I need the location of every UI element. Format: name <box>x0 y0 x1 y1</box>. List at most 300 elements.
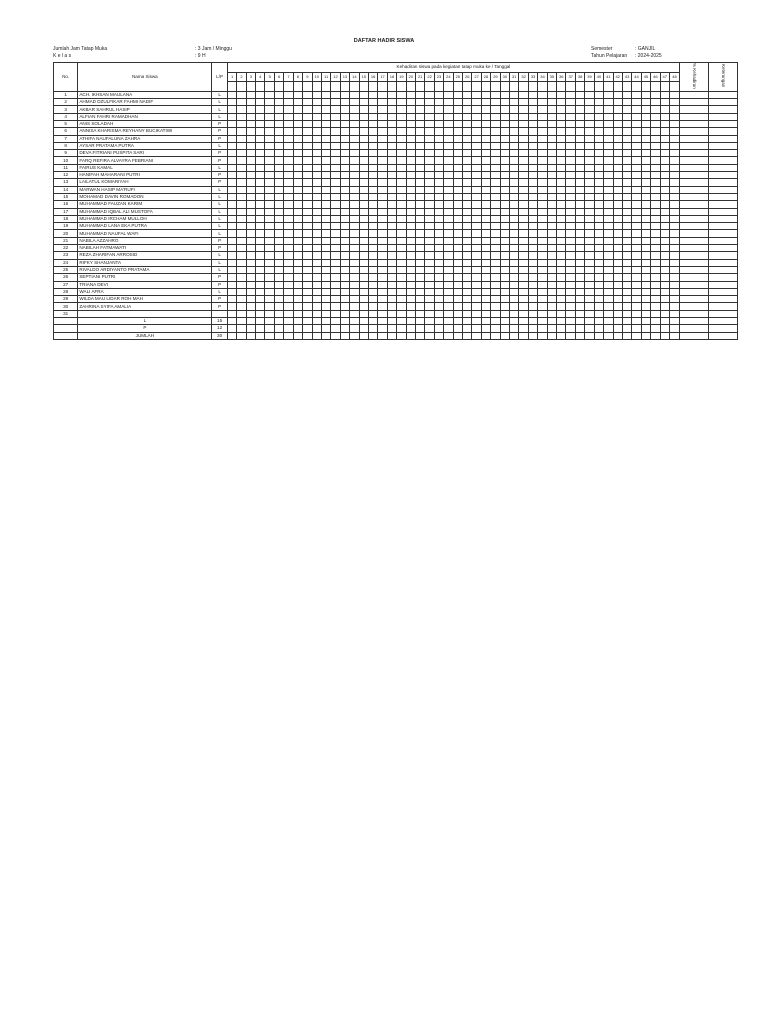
attendance-cell <box>397 266 406 273</box>
attendance-cell <box>481 245 490 252</box>
attendance-cell <box>274 245 283 252</box>
attendance-cell <box>547 245 556 252</box>
meeting-number: 21 <box>415 72 424 82</box>
attendance-cell <box>350 288 359 295</box>
attendance-cell <box>415 113 424 120</box>
attendance-cell <box>246 135 255 142</box>
table-row <box>54 281 738 288</box>
attendance-cell <box>444 317 453 324</box>
attendance-cell <box>444 142 453 149</box>
meeting-date <box>632 82 641 92</box>
kehadiran-pct-cell <box>680 150 709 157</box>
attendance-cell <box>613 120 622 127</box>
attendance-cell <box>256 113 265 120</box>
attendance-cell <box>632 310 641 317</box>
attendance-cell <box>660 288 669 295</box>
meeting-number: 9 <box>303 72 312 82</box>
attendance-cell <box>575 215 584 222</box>
attendance-cell <box>575 266 584 273</box>
attendance-cell <box>312 296 321 303</box>
attendance-cell <box>321 120 330 127</box>
attendance-cell <box>406 91 415 98</box>
student-name: REZA ZHARIFAN ARROSID <box>78 252 212 259</box>
attendance-cell <box>265 91 274 98</box>
attendance-cell <box>491 106 500 113</box>
attendance-cell <box>359 186 368 193</box>
meeting-number: 41 <box>604 72 613 82</box>
attendance-cell <box>594 303 603 310</box>
attendance-cell <box>284 252 293 259</box>
attendance-cell <box>547 135 556 142</box>
attendance-cell <box>594 281 603 288</box>
attendance-cell <box>284 274 293 281</box>
attendance-cell <box>397 230 406 237</box>
attendance-cell <box>547 106 556 113</box>
attendance-cell <box>463 245 472 252</box>
attendance-cell <box>359 288 368 295</box>
attendance-cell <box>491 150 500 157</box>
attendance-cell <box>481 193 490 200</box>
attendance-cell <box>256 186 265 193</box>
attendance-cell <box>557 259 566 266</box>
attendance-cell <box>425 252 434 259</box>
attendance-cell <box>585 310 594 317</box>
attendance-cell <box>538 164 547 171</box>
attendance-cell <box>632 237 641 244</box>
attendance-cell <box>274 230 283 237</box>
attendance-cell <box>491 303 500 310</box>
attendance-cell <box>632 230 641 237</box>
attendance-cell <box>246 113 255 120</box>
attendance-cell <box>622 296 631 303</box>
keterangan-cell <box>708 120 737 127</box>
attendance-cell <box>660 172 669 179</box>
attendance-cell <box>387 120 396 127</box>
attendance-cell <box>585 150 594 157</box>
attendance-cell <box>575 288 584 295</box>
attendance-cell <box>331 99 340 106</box>
attendance-cell <box>594 193 603 200</box>
attendance-cell <box>274 135 283 142</box>
attendance-cell <box>406 99 415 106</box>
attendance-cell <box>312 288 321 295</box>
table-row <box>54 120 738 127</box>
attendance-cell <box>632 135 641 142</box>
attendance-cell <box>594 317 603 324</box>
student-name: FARQ REFIRA ALVAYRA FEBRIANI <box>78 157 212 164</box>
header-name: Nama Siswa <box>78 63 212 92</box>
attendance-cell <box>312 230 321 237</box>
attendance-cell <box>500 91 509 98</box>
attendance-cell <box>237 259 246 266</box>
attendance-cell <box>557 157 566 164</box>
attendance-cell <box>547 332 556 339</box>
attendance-cell <box>538 237 547 244</box>
attendance-cell <box>604 310 613 317</box>
attendance-cell <box>425 106 434 113</box>
attendance-cell <box>340 120 349 127</box>
attendance-cell <box>641 332 650 339</box>
kehadiran-pct-cell <box>680 237 709 244</box>
attendance-cell <box>641 164 650 171</box>
table-row <box>54 113 738 120</box>
attendance-cell <box>510 164 519 171</box>
attendance-cell <box>566 259 575 266</box>
attendance-cell <box>350 281 359 288</box>
attendance-cell <box>378 317 387 324</box>
attendance-cell <box>547 91 556 98</box>
attendance-cell <box>594 223 603 230</box>
attendance-cell <box>340 259 349 266</box>
attendance-cell <box>425 164 434 171</box>
attendance-cell <box>632 252 641 259</box>
attendance-cell <box>321 164 330 171</box>
header-kehadiran-pct <box>680 63 709 92</box>
attendance-cell <box>256 223 265 230</box>
attendance-cell <box>510 303 519 310</box>
attendance-cell <box>415 296 424 303</box>
meta-value: : 2024-2025 <box>635 53 662 59</box>
attendance-cell <box>246 281 255 288</box>
meeting-date <box>566 82 575 92</box>
attendance-cell <box>246 172 255 179</box>
attendance-cell <box>528 288 537 295</box>
keterangan-cell <box>708 317 737 324</box>
student-lp: L <box>212 230 228 237</box>
meeting-date <box>594 82 603 92</box>
attendance-cell <box>425 128 434 135</box>
table-row <box>54 142 738 149</box>
attendance-cell <box>312 135 321 142</box>
attendance-cell <box>425 113 434 120</box>
meta-row-jam <box>53 46 232 53</box>
attendance-cell <box>557 223 566 230</box>
attendance-cell <box>632 128 641 135</box>
attendance-cell <box>585 142 594 149</box>
attendance-cell <box>274 172 283 179</box>
meeting-date <box>359 82 368 92</box>
attendance-cell <box>368 201 377 208</box>
attendance-cell <box>604 223 613 230</box>
attendance-cell <box>237 237 246 244</box>
attendance-cell <box>387 325 396 332</box>
student-no: 17 <box>54 208 78 215</box>
attendance-cell <box>519 208 528 215</box>
meeting-date <box>406 82 415 92</box>
student-name: ANNISA KHARISMA REYHANY BUCIKATIWI <box>78 128 212 135</box>
attendance-cell <box>660 164 669 171</box>
attendance-cell <box>453 157 462 164</box>
attendance-cell <box>284 164 293 171</box>
attendance-cell <box>415 303 424 310</box>
attendance-cell <box>669 164 679 171</box>
attendance-cell <box>303 128 312 135</box>
attendance-cell <box>415 245 424 252</box>
attendance-cell <box>500 193 509 200</box>
student-no: 6 <box>54 128 78 135</box>
attendance-cell <box>481 237 490 244</box>
attendance-cell <box>425 296 434 303</box>
attendance-cell <box>622 288 631 295</box>
attendance-cell <box>566 325 575 332</box>
attendance-cell <box>284 128 293 135</box>
attendance-cell <box>274 332 283 339</box>
attendance-cell <box>368 274 377 281</box>
attendance-cell <box>622 106 631 113</box>
attendance-cell <box>491 296 500 303</box>
attendance-cell <box>519 303 528 310</box>
attendance-cell <box>641 135 650 142</box>
attendance-cell <box>397 259 406 266</box>
attendance-cell <box>265 215 274 222</box>
kehadiran-pct-cell <box>680 245 709 252</box>
attendance-cell <box>669 135 679 142</box>
attendance-cell <box>274 317 283 324</box>
attendance-cell <box>510 113 519 120</box>
attendance-cell <box>265 142 274 149</box>
attendance-cell <box>415 332 424 339</box>
attendance-cell <box>472 172 481 179</box>
kehadiran-pct-cell <box>680 99 709 106</box>
attendance-cell <box>463 120 472 127</box>
attendance-cell <box>265 317 274 324</box>
attendance-cell <box>557 332 566 339</box>
attendance-cell <box>321 296 330 303</box>
attendance-cell <box>557 281 566 288</box>
attendance-cell <box>340 91 349 98</box>
attendance-cell <box>274 91 283 98</box>
attendance-cell <box>397 332 406 339</box>
meeting-number: 39 <box>585 72 594 82</box>
attendance-cell <box>415 157 424 164</box>
attendance-cell <box>641 296 650 303</box>
attendance-cell <box>547 237 556 244</box>
meeting-date <box>528 82 537 92</box>
attendance-cell <box>359 113 368 120</box>
meta-label: Jumlah Jam Tatap Muka <box>53 46 108 52</box>
attendance-cell <box>651 332 660 339</box>
attendance-cell <box>246 128 255 135</box>
attendance-cell <box>397 91 406 98</box>
attendance-cell <box>613 281 622 288</box>
attendance-cell <box>284 157 293 164</box>
student-no: 10 <box>54 157 78 164</box>
attendance-cell <box>660 310 669 317</box>
attendance-cell <box>331 215 340 222</box>
attendance-cell <box>350 303 359 310</box>
attendance-cell <box>227 281 236 288</box>
attendance-cell <box>246 208 255 215</box>
attendance-cell <box>265 150 274 157</box>
attendance-cell <box>415 179 424 186</box>
attendance-cell <box>227 208 236 215</box>
attendance-cell <box>359 325 368 332</box>
table-row <box>54 91 738 98</box>
meeting-number: 15 <box>359 72 368 82</box>
attendance-cell <box>425 288 434 295</box>
attendance-cell <box>585 201 594 208</box>
attendance-cell <box>406 266 415 273</box>
attendance-cell <box>237 274 246 281</box>
attendance-cell <box>350 179 359 186</box>
meeting-number: 33 <box>528 72 537 82</box>
attendance-cell <box>293 106 302 113</box>
attendance-cell <box>613 142 622 149</box>
attendance-cell <box>453 237 462 244</box>
attendance-cell <box>368 172 377 179</box>
attendance-cell <box>500 157 509 164</box>
attendance-cell <box>538 193 547 200</box>
attendance-cell <box>331 179 340 186</box>
attendance-cell <box>575 91 584 98</box>
attendance-cell <box>660 150 669 157</box>
attendance-cell <box>378 223 387 230</box>
attendance-cell <box>378 332 387 339</box>
attendance-cell <box>378 186 387 193</box>
attendance-cell <box>265 113 274 120</box>
attendance-cell <box>453 193 462 200</box>
attendance-cell <box>425 186 434 193</box>
attendance-cell <box>368 120 377 127</box>
attendance-cell <box>641 325 650 332</box>
attendance-cell <box>274 281 283 288</box>
attendance-cell <box>359 179 368 186</box>
attendance-cell <box>350 317 359 324</box>
attendance-cell <box>491 91 500 98</box>
attendance-cell <box>237 128 246 135</box>
attendance-cell <box>660 230 669 237</box>
attendance-cell <box>594 259 603 266</box>
attendance-cell <box>660 266 669 273</box>
attendance-cell <box>312 186 321 193</box>
attendance-cell <box>350 135 359 142</box>
attendance-cell <box>641 172 650 179</box>
attendance-cell <box>538 179 547 186</box>
attendance-cell <box>585 303 594 310</box>
attendance-cell <box>500 99 509 106</box>
attendance-cell <box>557 325 566 332</box>
attendance-cell <box>284 179 293 186</box>
meeting-date <box>350 82 359 92</box>
attendance-cell <box>622 113 631 120</box>
table-row <box>54 99 738 106</box>
meeting-date <box>340 82 349 92</box>
attendance-cell <box>604 215 613 222</box>
meeting-date <box>500 82 509 92</box>
attendance-cell <box>632 259 641 266</box>
attendance-cell <box>340 252 349 259</box>
attendance-cell <box>528 230 537 237</box>
attendance-cell <box>651 135 660 142</box>
attendance-cell <box>463 259 472 266</box>
student-no: 9 <box>54 150 78 157</box>
attendance-cell <box>368 106 377 113</box>
attendance-cell <box>378 252 387 259</box>
attendance-cell <box>510 179 519 186</box>
attendance-cell <box>463 266 472 273</box>
attendance-cell <box>594 245 603 252</box>
student-no: 27 <box>54 281 78 288</box>
attendance-cell <box>669 332 679 339</box>
attendance-cell <box>303 266 312 273</box>
attendance-cell <box>585 223 594 230</box>
attendance-cell <box>481 223 490 230</box>
attendance-cell <box>246 142 255 149</box>
attendance-cell <box>293 186 302 193</box>
meeting-date <box>425 82 434 92</box>
attendance-cell <box>510 215 519 222</box>
attendance-cell <box>632 120 641 127</box>
attendance-cell <box>604 296 613 303</box>
attendance-cell <box>434 266 443 273</box>
attendance-cell <box>237 325 246 332</box>
attendance-cell <box>284 245 293 252</box>
attendance-cell <box>284 99 293 106</box>
student-lp: L <box>212 99 228 106</box>
keterangan-cell <box>708 201 737 208</box>
attendance-cell <box>585 237 594 244</box>
attendance-cell <box>660 201 669 208</box>
attendance-cell <box>368 164 377 171</box>
attendance-cell <box>321 186 330 193</box>
attendance-cell <box>293 99 302 106</box>
attendance-cell <box>519 230 528 237</box>
attendance-cell <box>594 179 603 186</box>
attendance-cell <box>453 266 462 273</box>
attendance-cell <box>284 310 293 317</box>
attendance-cell <box>547 266 556 273</box>
attendance-cell <box>453 150 462 157</box>
attendance-cell <box>444 128 453 135</box>
attendance-cell <box>566 281 575 288</box>
attendance-cell <box>312 113 321 120</box>
attendance-cell <box>594 288 603 295</box>
meeting-date <box>397 82 406 92</box>
meeting-number: 1 <box>227 72 236 82</box>
attendance-cell <box>284 317 293 324</box>
attendance-cell <box>368 91 377 98</box>
attendance-cell <box>519 179 528 186</box>
attendance-cell <box>359 135 368 142</box>
table-row <box>54 245 738 252</box>
attendance-cell <box>651 172 660 179</box>
attendance-cell <box>350 252 359 259</box>
attendance-cell <box>491 99 500 106</box>
attendance-cell <box>237 317 246 324</box>
keterangan-cell <box>708 252 737 259</box>
attendance-cell <box>453 201 462 208</box>
attendance-cell <box>463 99 472 106</box>
attendance-cell <box>368 317 377 324</box>
attendance-cell <box>472 106 481 113</box>
attendance-cell <box>547 113 556 120</box>
attendance-cell <box>284 193 293 200</box>
attendance-cell <box>406 142 415 149</box>
attendance-cell <box>293 201 302 208</box>
kehadiran-pct-cell <box>680 230 709 237</box>
summary-blank <box>54 332 78 339</box>
attendance-cell <box>463 201 472 208</box>
attendance-cell <box>359 99 368 106</box>
attendance-cell <box>227 259 236 266</box>
attendance-cell <box>575 179 584 186</box>
attendance-cell <box>575 332 584 339</box>
header-attendance: Kehadiran siswa pada kegiatan tatap muka ke / Tanggal <box>227 63 679 73</box>
attendance-cell <box>246 150 255 157</box>
attendance-cell <box>227 303 236 310</box>
attendance-cell <box>651 164 660 171</box>
attendance-cell <box>227 317 236 324</box>
